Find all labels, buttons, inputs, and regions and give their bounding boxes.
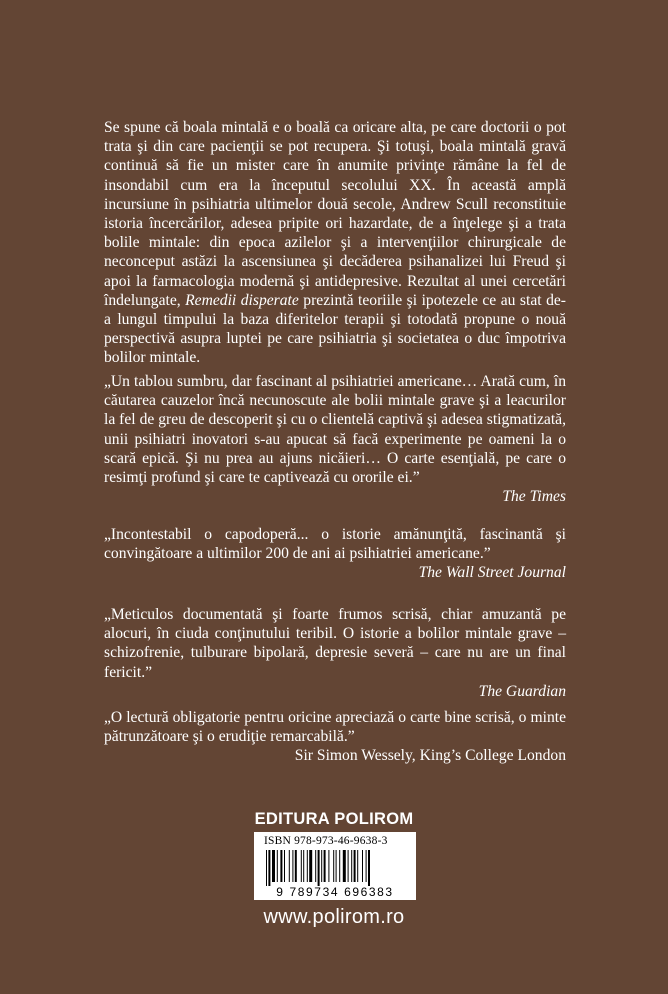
- barcode-bar: [339, 850, 340, 882]
- barcode-bar: [336, 850, 337, 882]
- review-the-guardian: [104, 605, 566, 701]
- barcode-bar: [328, 850, 329, 882]
- review-the-times: [104, 372, 566, 506]
- barcode-bar: [357, 850, 358, 882]
- barcode-bar: [295, 850, 297, 882]
- barcode-bar: [318, 850, 320, 886]
- review-quote: „Meticulos documentată şi foarte frumos scrisă, chiar amuzantă pe alocuri, în ciuda conţinutului teribil. O istorie a bolilor mintale grave – schizofrenie, tulburare bipolară, depresie severă – care nu are un final fericit.”: [104, 606, 566, 681]
- barcode-digits: 9 789734 696383: [276, 885, 394, 899]
- barcode-bar: [284, 850, 285, 882]
- barcode-bar: [307, 850, 308, 882]
- review-source: The Wall Street Journal: [418, 564, 566, 582]
- review-quote: „O lectură obligatorie pentru oricine apreciază o carte bine scrisă, o minte pătrunzătoare şi o erudiţie remarcabilă.”: [104, 709, 566, 746]
- review-source: The Times: [502, 488, 566, 506]
- barcode-bar: [351, 850, 352, 882]
- back-cover-blurb: [104, 118, 566, 368]
- barcode-bar: [321, 850, 322, 882]
- publisher-website: www.polirom.ro: [263, 906, 405, 928]
- barcode-bar: [324, 850, 326, 882]
- barcode-bar: [268, 850, 270, 886]
- barcode-bar: [272, 850, 275, 882]
- barcode-bar: [333, 850, 334, 882]
- barcode-bar: [289, 850, 290, 882]
- barcode-bar: [366, 850, 367, 882]
- blurb-text-part1: Se spune că boala mintală e o boală ca oricare alta, pe care doctorii o pot trata şi din care pacienţii se pot recupera. Şi totuşi, boala mintală gravă continuă să fie un mister care în anumite privinţe rămâne la fel de insondabil cum era la începutul secolului XX. În această amplă incursiune în psihiatria ultimelor două secole, Andrew Scull reconstituie istoria încercărilor, adesea pripite ori hazardate, de a înţelege şi a trata bolile mintale: din epoca azilelor şi a intervenţiilor chirurgicale de neconceput astăzi la ascensiunea şi decăderea psihanalizei lui Freud şi apoi la farmacologia modernă şi antidepresive. Rezultat al unei cercetări îndelungate,: [104, 119, 566, 309]
- review-quote: „Incontestabil o capodoperă... o istorie amănunţită, fascinantă şi convingătoare a ultimilor 200 de ani ai psihiatriei americane.”: [104, 526, 566, 563]
- barcode-bar: [303, 850, 304, 882]
- barcode-bar: [348, 850, 349, 882]
- barcode-bar: [315, 850, 316, 882]
- book-title: Remedii disperate: [185, 291, 299, 309]
- review-simon-wessely: [104, 708, 566, 766]
- review-source: Sir Simon Wessely, King’s College London: [294, 747, 566, 765]
- barcode-bar: [354, 850, 356, 882]
- review-quote: „Un tablou sumbru, dar fascinant al psihiatriei americane… Arată cum, în căutarea cauzelor încă necunoscute ale bolii mintale grave şi a leacurilor la fel de greu de descoperit şi cu o clientelă captivă şi adesea stigmatizată, unii psihiatri inovatori s-au apucat să facă experimente pe oameni la o scară epică. Şi nu prea au ajuns nicăieri… O carte esenţială, pe care o resimţi profund şi care te captivează cu ororile ei.”: [104, 373, 566, 487]
- isbn-barcode: [254, 832, 416, 900]
- barcode-bar: [309, 850, 312, 882]
- barcode-bar: [362, 850, 363, 882]
- barcode-bar: [368, 850, 370, 886]
- barcode-bar: [280, 850, 282, 882]
- barcode-bar: [343, 850, 346, 882]
- publisher-name: EDITURA POLIROM: [254, 810, 414, 828]
- review-wall-street-journal: [104, 525, 566, 583]
- barcode-bar: [301, 850, 302, 882]
- isbn-label: ISBN 978-973-46-9638-3: [264, 835, 388, 847]
- blurb-text-part2: prezintă teoriile şi ipotezele ce au stat de-a lungul timpului la baza diferitelor terapii şi totodată propune o nouă perspectivă asupra luptei pe care psihiatria şi societatea o duc împotriva bolilor mintale.: [104, 291, 567, 367]
- barcode-icon: [264, 850, 406, 886]
- barcode-bar: [266, 850, 267, 886]
- barcode-bar: [292, 850, 293, 882]
- review-source: The Guardian: [478, 682, 566, 700]
- barcode-bar: [277, 850, 278, 882]
